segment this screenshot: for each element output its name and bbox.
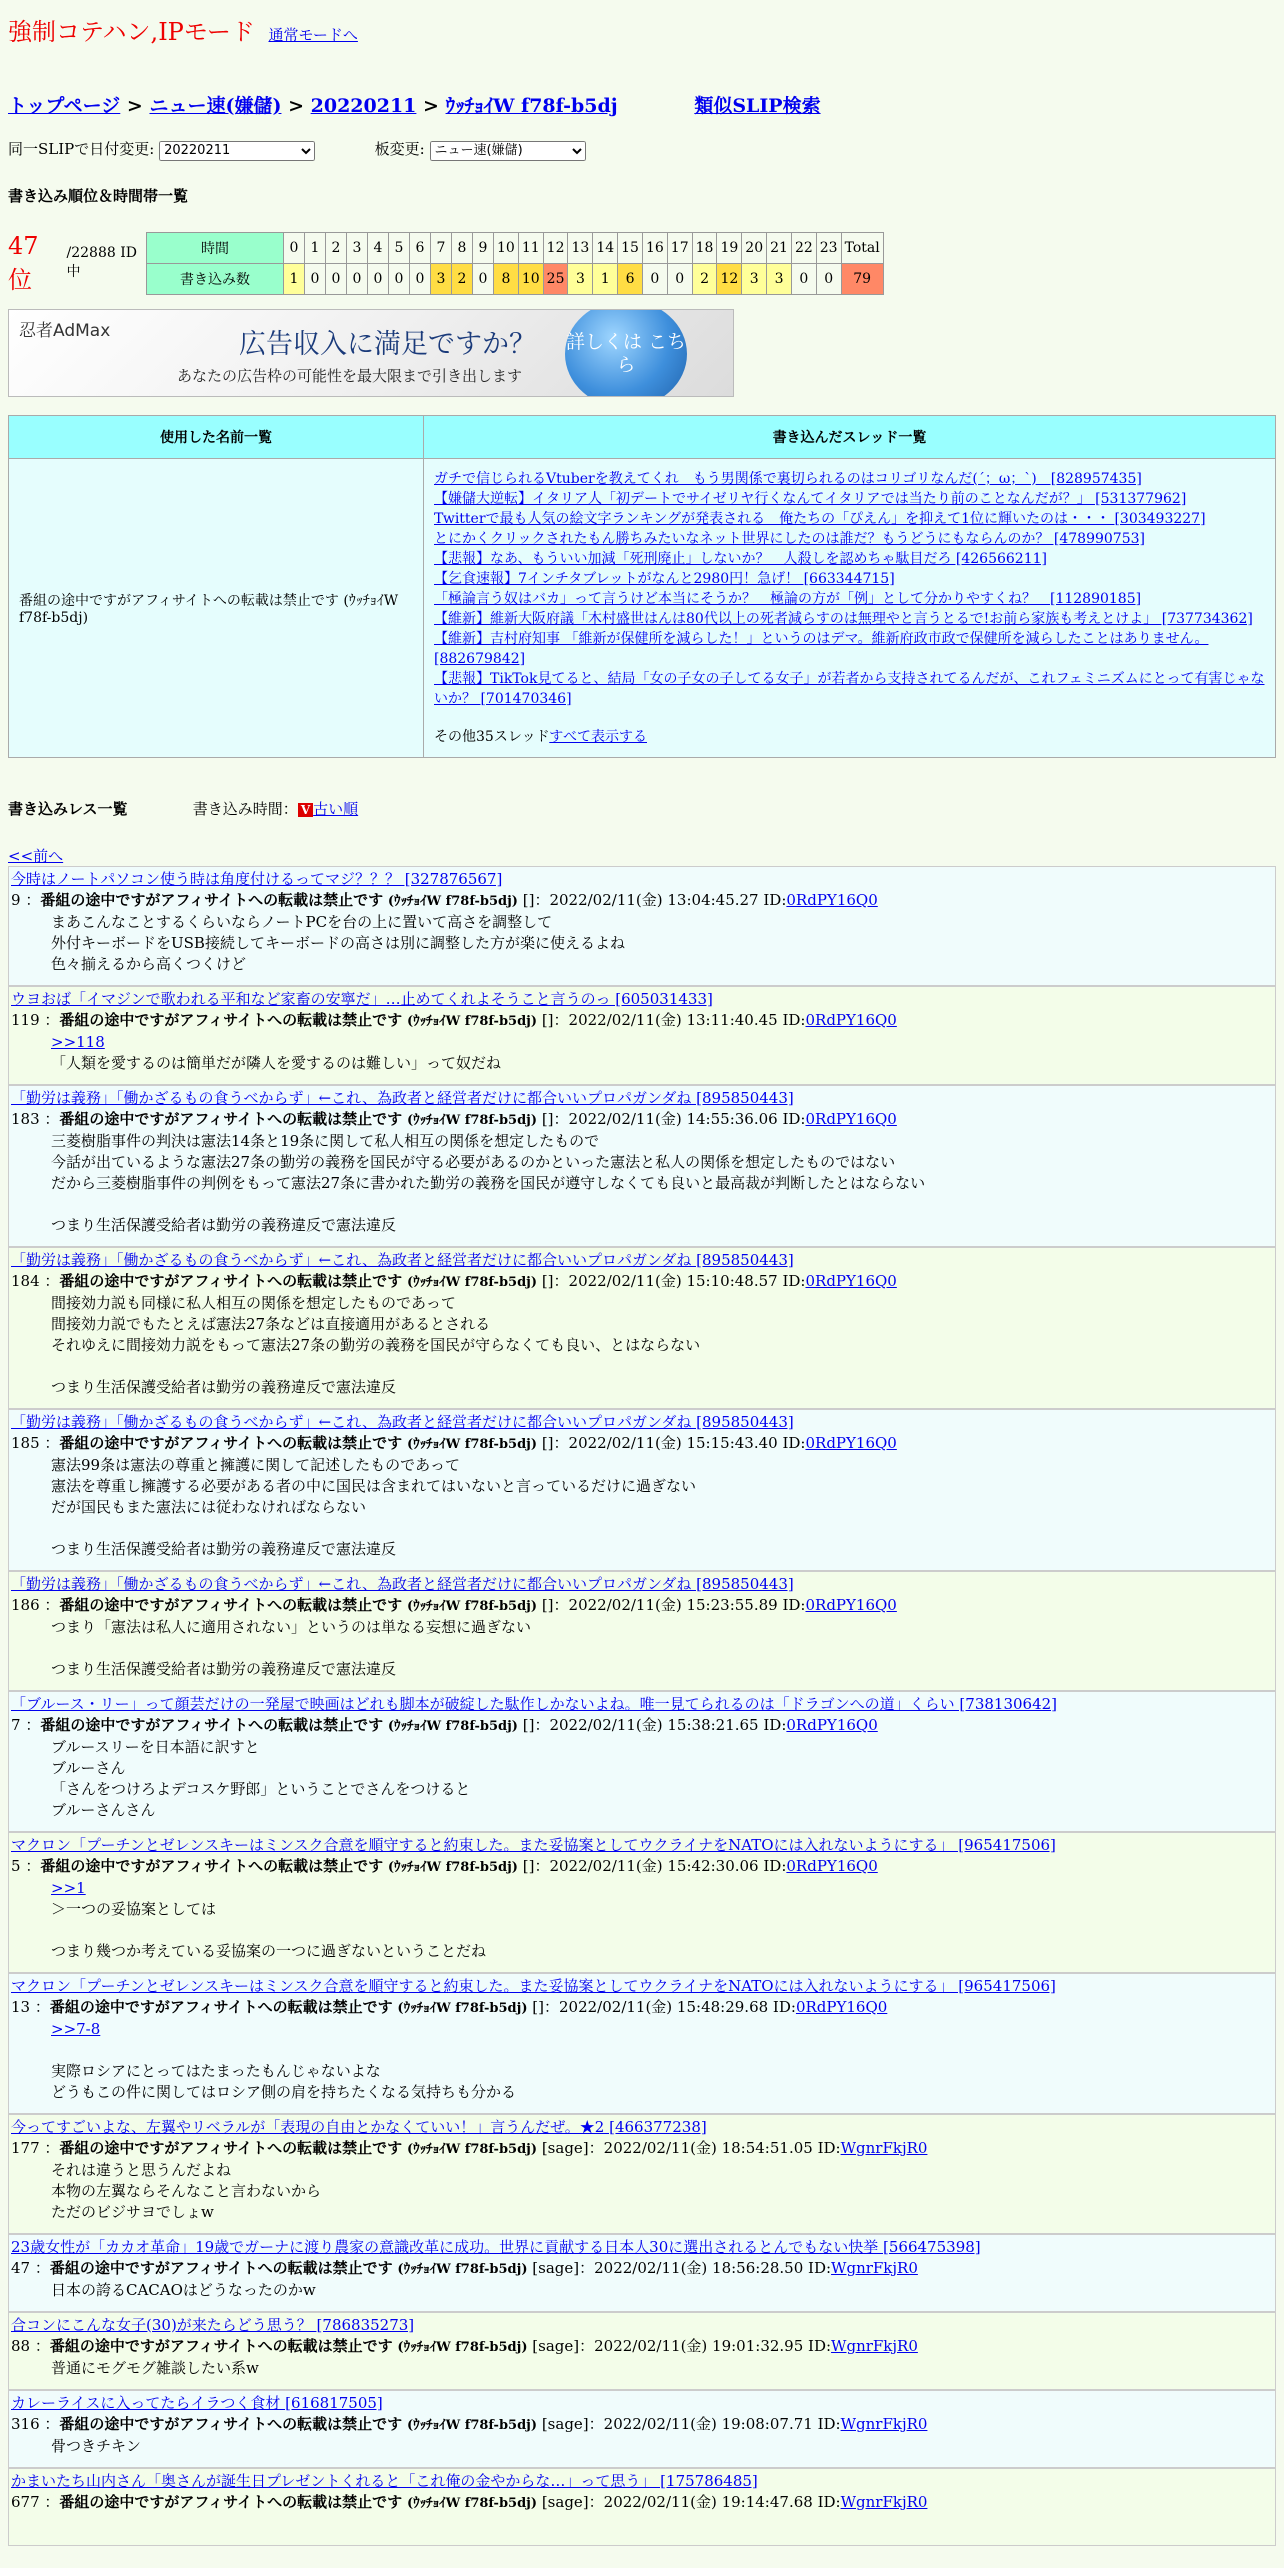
- hour-cell: 23: [816, 232, 841, 263]
- hour-cell: 21: [767, 232, 792, 263]
- post-line: つまり「憲法は私人に適用されない」というのは単なる妄想に過ぎない: [51, 1617, 532, 1636]
- post-number: 5: [11, 1856, 21, 1875]
- post-mail: [sage]: [541, 2492, 589, 2511]
- post-date: ：2022/02/11(金) 19:01:32.95 ID:: [579, 2336, 832, 2355]
- threads-column-header: 書き込んだスレッド一覧: [424, 415, 1276, 458]
- post-meta: 183 ：番組の途中ですがアフィサイトへの転載は禁止です (ｳｯﾁｮｲW f78f-b5dj) []：2022/02/11(金) 14:55:36.06 ID:0RdPY16Q0: [11, 1109, 897, 1128]
- post-name: 番組の途中ですがアフィサイトへの転載は禁止です: [59, 1109, 403, 1128]
- post-body: [11, 1455, 1273, 1560]
- post-id-link[interactable]: 0RdPY16Q0: [786, 1715, 878, 1734]
- post-line: [51, 1920, 1273, 1941]
- more-threads-count: その他35スレッド: [434, 728, 550, 745]
- post-thread-link[interactable]: 今ってすごいよな、左翼やリベラルが「表現の自由とかなくていい！」言うんだぜ。★2 [466377238]: [11, 2117, 707, 2136]
- hours-row: [147, 232, 884, 263]
- similar-slip-search-link[interactable]: 類似SLIP検索: [694, 95, 821, 117]
- post-mail: []: [541, 1271, 554, 1290]
- post-thread-link[interactable]: マクロン「プーチンとゼレンスキーはミンスク合意を順守すると約束した。また妥協案としてウクライナをNATOには入れないようにする」 [965417506]: [11, 1835, 1056, 1854]
- post-name: 番組の途中ですがアフィサイトへの転載は禁止です: [59, 1595, 403, 1614]
- count-cell: 2: [692, 263, 717, 294]
- post-trip: (ｳｯﾁｮｲW f78f-b5dj): [387, 1859, 518, 1875]
- post-meta: 47 ：番組の途中ですがアフィサイトへの転載は禁止です (ｳｯﾁｮｲW f78f-b5dj) [sage]：2022/02/11(金) 18:56:28.50 ID:WgnrFkjR0: [11, 2258, 918, 2277]
- ad-logo: 忍者AdMax: [19, 320, 111, 341]
- hour-cell: 9: [473, 232, 494, 263]
- count-cell: 25: [543, 263, 568, 294]
- thread-link[interactable]: 【悲報】なあ、もういい加減「死刑廃止」しないか？ 人殺しを認めちゃ駄目だろ [426566211]: [434, 550, 1047, 567]
- post-id-link[interactable]: 0RdPY16Q0: [805, 1433, 897, 1452]
- post-mail: []: [522, 1856, 535, 1875]
- post-number: 177: [11, 2138, 40, 2157]
- count-cell: 2: [452, 263, 473, 294]
- ad-details-button[interactable]: 詳しくは こちら: [565, 309, 687, 397]
- post-id-link[interactable]: WgnrFkjR0: [840, 2138, 928, 2157]
- sort-oldest-link[interactable]: 古い順: [313, 799, 359, 818]
- count-cell: 0: [816, 263, 841, 294]
- hour-cell: 12: [543, 232, 568, 263]
- post-line: 実際ロシアにとってはたまったもんじゃないよな: [51, 2061, 381, 2080]
- breadcrumb-board[interactable]: ニュー速(嫌儲): [149, 95, 282, 117]
- names-column-header: 使用した名前一覧: [9, 415, 424, 458]
- post-line: 本物の左翼ならそんなこと言わないから: [51, 2181, 322, 2200]
- post-line: どうもこの件に関してはロシア側の肩を持ちたくなる気持ちも分かる: [51, 2082, 517, 2101]
- post-thread-link[interactable]: 「勤労は義務」「働かざるもの食うべからず」←これ、為政者と経営者だけに都合いいプロパガンダね [895850443]: [11, 1088, 794, 1107]
- post-number: 183: [11, 1109, 40, 1128]
- thread-link[interactable]: Twitterで最も人気の絵文字ランキングが発表される 俺たちの「ぴえん」を抑えて1位に輝いたのは・・・ [303493227]: [434, 510, 1206, 527]
- post-body: [11, 1032, 1273, 1074]
- hour-cell: Total: [841, 232, 883, 263]
- post-mail: [sage]: [541, 2138, 589, 2157]
- count-cell: 0: [642, 263, 667, 294]
- post-number: 47: [11, 2258, 31, 2277]
- post-body: [11, 1131, 1273, 1236]
- post-body: [11, 2436, 1273, 2457]
- post-thread-link[interactable]: 「勤労は義務」「働かざるもの食うべからず」←これ、為政者と経営者だけに都合いいプロパガンダね [895850443]: [11, 1412, 794, 1431]
- ad-subtext: あなたの広告枠の可能性を最大限まで引き出します: [177, 366, 523, 385]
- post-line: ブルーさん: [51, 1758, 126, 1777]
- post: [8, 1571, 1276, 1691]
- post-line: 色々揃えるから高くつくけど: [51, 954, 247, 973]
- ranking-heading: 書き込み順位＆時間帯一覧: [8, 186, 189, 205]
- post-meta: 677 ：番組の途中ですがアフィサイトへの転載は禁止です (ｳｯﾁｮｲW f78f-b5dj) [sage]：2022/02/11(金) 19:14:47.68 ID:WgnrFkjR0: [11, 2492, 928, 2511]
- post-line: [51, 1638, 1273, 1659]
- post-line: つまり幾つか考えている妥協案の一つに過ぎないということだね: [51, 1941, 487, 1960]
- post-line: [51, 1518, 1273, 1539]
- post-mail: [sage]: [541, 2414, 589, 2433]
- post-thread-link[interactable]: 「勤労は義務」「働かざるもの食うべからず」←これ、為政者と経営者だけに都合いいプロパガンダね [895850443]: [11, 1574, 794, 1593]
- post-line: [51, 2040, 1273, 2061]
- post-meta: 13 ：番組の途中ですがアフィサイトへの転載は禁止です (ｳｯﾁｮｲW f78f-b5dj) []：2022/02/11(金) 15:48:29.68 ID:0RdPY16Q0: [11, 1997, 888, 2016]
- count-cell: 1: [593, 263, 618, 294]
- thread-list: [424, 458, 1276, 757]
- mode-title: 強制コテハン,IPモード: [8, 18, 255, 46]
- post-line: 憲法を尊重し擁護する必要がある者の中に国民は含まれてはいないと言っているだけに過ぎない: [51, 1476, 697, 1495]
- post-date: ：2022/02/11(金) 15:48:29.68 ID:: [544, 1997, 796, 2016]
- post-name: 番組の途中ですがアフィサイトへの転載は禁止です: [49, 2336, 393, 2355]
- post-body: [11, 2514, 1273, 2535]
- post-thread-link[interactable]: 合コンにこんな女子(30)が来たらどう思う？ [786835273]: [11, 2315, 415, 2334]
- count-cell: 3: [767, 263, 792, 294]
- post: [8, 1832, 1276, 1973]
- board-select[interactable]: [430, 141, 586, 161]
- breadcrumb: [8, 91, 1276, 118]
- breadcrumb-sep: >: [126, 95, 143, 117]
- post-mail: [sage]: [532, 2258, 580, 2277]
- hour-cell: 6: [410, 232, 431, 263]
- prev-page-link[interactable]: <<前へ: [8, 846, 64, 865]
- post-id-link[interactable]: WgnrFkjR0: [840, 2492, 928, 2511]
- count-cell: 3: [568, 263, 593, 294]
- post-name: 番組の途中ですがアフィサイトへの転載は禁止です: [59, 2492, 403, 2511]
- ranking-row: [8, 232, 1276, 295]
- mode-header: [8, 12, 1276, 47]
- post-meta: 7 ：番組の途中ですがアフィサイトへの転載は禁止です (ｳｯﾁｮｲW f78f-b5dj) []：2022/02/11(金) 15:38:21.65 ID:0RdPY16Q0: [11, 1715, 878, 1734]
- post-line: 「人類を愛するのは簡単だが隣人を愛するのは難しい」って奴だね: [51, 1053, 502, 1072]
- used-name: 番組の途中ですがアフィサイトへの転載は禁止です (ｳｯﾁｮｲW f78f-b5dj): [9, 458, 424, 757]
- post-meta: 185 ：番組の途中ですがアフィサイトへの転載は禁止です (ｳｯﾁｮｲW f78f-b5dj) []：2022/02/11(金) 15:15:43.40 ID:0RdPY16Q0: [11, 1433, 897, 1452]
- post-line: まあこんなことするくらいならノートPCを台の上に置いて高さを調整して: [51, 912, 553, 931]
- post-name: 番組の途中ですがアフィサイトへの転載は禁止です: [40, 890, 384, 909]
- post-id-link[interactable]: 0RdPY16Q0: [786, 890, 878, 909]
- post-number: 7: [11, 1715, 21, 1734]
- count-cell: 0: [368, 263, 389, 294]
- count-cell: 12: [717, 263, 742, 294]
- post-line: 三菱樹脂事件の判決は憲法14条と19条に関して私人相互の関係を想定したもので: [51, 1131, 600, 1150]
- post-line: だが国民もまた憲法には従わなければならない: [51, 1497, 367, 1516]
- post-line: 日本の誇るCACAOはどうなったのかw: [51, 2280, 316, 2299]
- post-line: つまり生活保護受給者は勤労の義務違反で憲法違反: [51, 1659, 397, 1678]
- post-mail: []: [541, 1010, 554, 1029]
- count-cell: 8: [494, 263, 519, 294]
- post-body: [11, 2280, 1273, 2301]
- post-name: 番組の途中ですがアフィサイトへの転載は禁止です: [59, 1271, 403, 1290]
- hour-cell: 10: [494, 232, 519, 263]
- post-thread-link[interactable]: 23歳女性が「カカオ革命」19歳でガーナに渡り農家の意識改革に成功。世界に貢献する日本人30に選出されるとんでもない快挙 [566475398]: [11, 2237, 981, 2256]
- post-id-link[interactable]: 0RdPY16Q0: [786, 1856, 878, 1875]
- count-cell: 0: [410, 263, 431, 294]
- thread-link[interactable]: 【悲報】TikTok見てると、結局「女の子女の子してる女子」が若者から支持されてるんだが、これフェミニズムにとって有害じゃないか？ [701470346]: [434, 670, 1265, 707]
- post-body: [11, 912, 1273, 975]
- post-line: ブルースリーを日本語に訳すと: [51, 1737, 260, 1756]
- post-date: ：2022/02/11(金) 15:42:30.06 ID:: [534, 1856, 787, 1875]
- post-thread-link[interactable]: 「ブルース・リー」って顔芸だけの一発屋で映画はどれも脚本が破綻した駄作しかないよね。唯一見てられるのは「ドラゴンへの道」くらい [738130642]: [11, 1694, 1058, 1713]
- hour-cell: 11: [518, 232, 543, 263]
- post-line: 今話が出ているような憲法27条の勤労の義務を国民が守る必要があるのかといった憲法と私人の関係を想定したものではない: [51, 1152, 896, 1171]
- post-line: 「さんをつけろよデコスケ野郎」ということでさんをつけると: [51, 1779, 471, 1798]
- count-cell: 1: [284, 263, 305, 294]
- show-all-threads-link[interactable]: すべて表示する: [549, 728, 647, 745]
- post-id-link[interactable]: WgnrFkjR0: [840, 2414, 928, 2433]
- post-name: 番組の途中ですがアフィサイトへの転載は禁止です: [59, 2138, 403, 2157]
- hour-cell: 8: [452, 232, 473, 263]
- post-name: 番組の途中ですがアフィサイトへの転載は禁止です: [40, 1715, 384, 1734]
- thread-link[interactable]: 「極論言う奴はバカ」って言うけど本当にそうか？ 極論の方が「例」として分かりやすくね？ [112890185]: [434, 590, 1142, 607]
- post-number: 13: [11, 1997, 31, 2016]
- count-cell: 0: [389, 263, 410, 294]
- count-cell: 0: [667, 263, 692, 294]
- hour-cell: 16: [642, 232, 667, 263]
- post-id-link[interactable]: 0RdPY16Q0: [805, 1010, 897, 1029]
- post-line: 間接効力説も同様に私人相互の関係を想定したものであって: [51, 1293, 456, 1312]
- post-line: [51, 1194, 1273, 1215]
- post-id-link[interactable]: 0RdPY16Q0: [805, 1109, 897, 1128]
- rank-total: /22888 ID中: [66, 245, 137, 280]
- post-trip: (ｳｯﾁｮｲW f78f-b5dj): [387, 1718, 518, 1734]
- post-body: [11, 1878, 1273, 1962]
- post-trip: (ｳｯﾁｮｲW f78f-b5dj): [406, 2141, 538, 2157]
- post-number: 184: [11, 1271, 40, 1290]
- rank-summary: [8, 232, 146, 295]
- post-date: ：2022/02/11(金) 13:11:40.45 ID:: [553, 1010, 806, 1029]
- post-anchor-link[interactable]: >>118: [51, 1032, 105, 1051]
- post-date: ：2022/02/11(金) 18:54:51.05 ID:: [588, 2138, 841, 2157]
- post-line: 憲法99条は憲法の尊重と擁護に関して記述したものであって: [51, 1455, 460, 1474]
- post: [8, 2468, 1276, 2546]
- post-line: 間接効力説でもたとえば憲法27条などは直接適用があるとされる: [51, 1314, 491, 1333]
- post-thread-link[interactable]: マクロン「プーチンとゼレンスキーはミンスク合意を順守すると約束した。また妥協案としてウクライナをNATOには入れないようにする」 [965417506]: [11, 1976, 1056, 1995]
- count-cell: 0: [791, 263, 816, 294]
- thread-link[interactable]: ガチで信じられるVtuberを教えてくれ もう男関係で裏切られるのはコリゴリなんだ(´；ω；`) [828957435]: [434, 470, 1142, 487]
- post-trip: (ｳｯﾁｮｲW f78f-b5dj): [397, 2339, 528, 2355]
- post-trip: (ｳｯﾁｮｲW f78f-b5dj): [406, 1274, 538, 1290]
- post-id-link[interactable]: WgnrFkjR0: [831, 2336, 918, 2355]
- posts-header: [8, 798, 1276, 819]
- post-thread-link[interactable]: カレーライスに入ってたらイラつく食材 [616817505]: [11, 2393, 383, 2412]
- post-line: 外付キーボードをUSB接続してキーボードの高さは別に調整した方が楽に使えるよね: [51, 933, 625, 952]
- post-line: ブルーさんさん: [51, 1800, 156, 1819]
- post-id-link[interactable]: 0RdPY16Q0: [795, 1997, 888, 2016]
- post-date: ：2022/02/11(金) 13:04:45.27 ID:: [534, 890, 787, 909]
- post-number: 185: [11, 1433, 40, 1452]
- post-line: つまり生活保護受給者は勤労の義務違反で憲法違反: [51, 1377, 397, 1396]
- post-trip: (ｳｯﾁｮｲW f78f-b5dj): [406, 1112, 538, 1128]
- post-mail: []: [522, 1715, 535, 1734]
- count-label: 書き込み数: [147, 263, 284, 294]
- ad-banner[interactable]: [8, 309, 734, 397]
- post-meta: 316 ：番組の途中ですがアフィサイトへの転載は禁止です (ｳｯﾁｮｲW f78f-b5dj) [sage]：2022/02/11(金) 19:08:07.71 ID:WgnrFkjR0: [11, 2414, 928, 2433]
- post-thread-link[interactable]: ウヨおば「イマジンで歌われる平和など家畜の安寧だ」…止めてくれよそうこと言うのっ [605031433]: [11, 989, 713, 1008]
- post-trip: (ｳｯﾁｮｲW f78f-b5dj): [406, 1013, 538, 1029]
- post-name: 番組の途中ですがアフィサイトへの転載は禁止です: [49, 1997, 393, 2016]
- post-body: [11, 1293, 1273, 1398]
- post-anchor-link[interactable]: >>7-8: [51, 2019, 101, 2038]
- post: [8, 2312, 1276, 2390]
- post-line: つまり生活保護受給者は勤労の義務違反で憲法違反: [51, 1215, 397, 1234]
- post-number: 186: [11, 1595, 40, 1614]
- post-mail: []: [541, 1433, 554, 1452]
- breadcrumb-date[interactable]: 20220211: [310, 95, 417, 117]
- breadcrumb-sep: >: [423, 95, 439, 117]
- hour-cell: 19: [717, 232, 742, 263]
- post-thread-link[interactable]: 今時はノートパソコン使う時は角度付けるってマジ？？？ [327876567]: [11, 869, 503, 888]
- post-line: それは違うと思うんだよね: [51, 2160, 232, 2179]
- post-body: [11, 2358, 1273, 2379]
- post-line: 骨つきチキン: [51, 2436, 141, 2455]
- count-cell: 79: [841, 263, 883, 294]
- date-select[interactable]: [159, 141, 315, 161]
- hour-cell: 17: [667, 232, 692, 263]
- post-date: ：2022/02/11(金) 15:15:43.40 ID:: [553, 1433, 806, 1452]
- post-mail: []: [522, 890, 535, 909]
- post-body: [11, 2160, 1273, 2223]
- post: [8, 2114, 1276, 2234]
- post-meta: 5 ：番組の途中ですがアフィサイトへの転載は禁止です (ｳｯﾁｮｲW f78f-b5dj) []：2022/02/11(金) 15:42:30.06 ID:0RdPY16Q0: [11, 1856, 878, 1875]
- breadcrumb-sep: >: [288, 95, 304, 117]
- hour-cell: 20: [742, 232, 767, 263]
- post-name: 番組の途中ですがアフィサイトへの転載は禁止です: [40, 1856, 384, 1875]
- date-select-label: 同一SLIPで日付変更:: [8, 140, 155, 158]
- post-mail: [sage]: [532, 2336, 580, 2355]
- post-name: 番組の途中ですがアフィサイトへの転載は禁止です: [59, 1010, 403, 1029]
- post-line: ＞一つの妥協案としては: [51, 1899, 217, 1918]
- hour-cell: 13: [568, 232, 593, 263]
- selectors: [8, 138, 1276, 161]
- post: [8, 2390, 1276, 2468]
- count-cell: 3: [742, 263, 767, 294]
- hour-cell: 7: [431, 232, 452, 263]
- counts-row: [147, 263, 884, 294]
- post-body: [11, 2019, 1273, 2103]
- hour-cell: 22: [791, 232, 816, 263]
- post: [8, 1409, 1276, 1571]
- post-line: [51, 2514, 1273, 2535]
- post-meta: 186 ：番組の途中ですがアフィサイトへの転載は禁止です (ｳｯﾁｮｲW f78f-b5dj) []：2022/02/11(金) 15:23:55.89 ID:0RdPY16Q0: [11, 1595, 897, 1614]
- post: [8, 1973, 1276, 2114]
- posts-title: 書き込みレス一覧: [8, 799, 128, 818]
- ad-headline: 広告収入に満足ですか？: [239, 328, 536, 360]
- thread-link[interactable]: とにかくクリックされたもん勝ちみたいなネット世界にしたのは誰だ？もうどうにもならんのか？ [478990753]: [434, 530, 1145, 547]
- thread-link[interactable]: 【乞食速報】7インチタブレットがなんと2980円！急げ！ [663344715]: [434, 570, 895, 587]
- post-line: それゆえに間接効力説をもって憲法27条の勤労の義務を国民が守らなくても良い、とはならない: [51, 1335, 701, 1354]
- post-thread-link[interactable]: かまいたち山内さん「奥さんが誕生日プレゼントくれると「これ俺の金やからな…」って思う」 [175786485]: [11, 2471, 758, 2490]
- post-body: [11, 1737, 1273, 1821]
- post-line: つまり生活保護受給者は勤労の義務違反で憲法違反: [51, 1539, 397, 1558]
- post-id-link[interactable]: 0RdPY16Q0: [805, 1595, 897, 1614]
- count-cell: 0: [473, 263, 494, 294]
- hour-cell: 0: [284, 232, 305, 263]
- post-trip: (ｳｯﾁｮｲW f78f-b5dj): [406, 2495, 538, 2511]
- time-label: 時間: [147, 232, 284, 263]
- thread-link[interactable]: 【維新】吉村府知事 「維新が保健所を減らした！」というのはデマ。維新府政市政で保健所を減らしたことはありません。 [882679842]: [434, 630, 1209, 667]
- hourly-table: [146, 232, 884, 295]
- post-line: [51, 1356, 1273, 1377]
- post-trip: (ｳｯﾁｮｲW f78f-b5dj): [387, 893, 518, 909]
- post-trip: (ｳｯﾁｮｲW f78f-b5dj): [397, 2261, 528, 2277]
- post-date: ：2022/02/11(金) 15:38:21.65 ID:: [534, 1715, 787, 1734]
- post-line: だから三菱樹脂事件の判例をもって憲法27条に書かれた勤労の義務を国民が遵守しなくても良いと最高裁が判断したとはならない: [51, 1173, 926, 1192]
- normal-mode-link[interactable]: 通常モードへ: [268, 26, 358, 44]
- board-select-label: 板変更:: [374, 140, 425, 158]
- post-line: 普通にモグモグ雑談したい系w: [51, 2358, 259, 2377]
- names-threads-table: [8, 415, 1276, 758]
- hour-cell: 15: [618, 232, 643, 263]
- post-trip: (ｳｯﾁｮｲW f78f-b5dj): [397, 2000, 528, 2016]
- hour-cell: 4: [368, 232, 389, 263]
- thread-link[interactable]: 【嫌儲大逆転】イタリア人「初デートでサイゼリヤ行くなんてイタリアでは当たり前のことなんだが？」 [531377962]: [434, 490, 1187, 507]
- post-number: 88: [11, 2336, 31, 2355]
- hour-cell: 1: [305, 232, 326, 263]
- hour-cell: 18: [692, 232, 717, 263]
- post-mail: []: [532, 1997, 544, 2016]
- post-thread-link[interactable]: 「勤労は義務」「働かざるもの食うべからず」←これ、為政者と経営者だけに都合いいプロパガンダね [895850443]: [11, 1250, 794, 1269]
- post: [8, 1691, 1276, 1832]
- count-cell: 0: [305, 263, 326, 294]
- hour-cell: 5: [389, 232, 410, 263]
- post-date: ：2022/02/11(金) 19:14:47.68 ID:: [588, 2492, 841, 2511]
- post: [8, 986, 1276, 1085]
- post-number: 119: [11, 1010, 40, 1029]
- post-name: 番組の途中ですがアフィサイトへの転載は禁止です: [59, 1433, 403, 1452]
- post: [8, 2234, 1276, 2312]
- count-cell: 0: [326, 263, 347, 294]
- count-cell: 10: [518, 263, 543, 294]
- thread-link[interactable]: 【維新】維新大阪府議「木村盛世はんは80代以上の死者減らすのは無理やと言うとるで!お前ら家族も考えとけよ」 [737734362]: [434, 610, 1253, 627]
- post-trip: (ｳｯﾁｮｲW f78f-b5dj): [406, 1436, 538, 1452]
- hour-cell: 2: [326, 232, 347, 263]
- breadcrumb-slip[interactable]: ｳｯﾁｮｲW f78f-b5dj: [445, 95, 618, 117]
- post-meta: 177 ：番組の途中ですがアフィサイトへの転載は禁止です (ｳｯﾁｮｲW f78f-b5dj) [sage]：2022/02/11(金) 18:54:51.05 ID:WgnrFkjR0: [11, 2138, 928, 2157]
- post-meta: 119 ：番組の途中ですがアフィサイトへの転載は禁止です (ｳｯﾁｮｲW f78f-b5dj) []：2022/02/11(金) 13:11:40.45 ID:0RdPY16Q0: [11, 1010, 897, 1029]
- post-trip: (ｳｯﾁｮｲW f78f-b5dj): [406, 1598, 538, 1614]
- posts-list: [8, 866, 1276, 2546]
- post-date: ：2022/02/11(金) 14:55:36.06 ID:: [553, 1109, 806, 1128]
- post-date: ：2022/02/11(金) 18:56:28.50 ID:: [579, 2258, 832, 2277]
- count-cell: 3: [431, 263, 452, 294]
- post: [8, 1247, 1276, 1409]
- rank-position: 47 位: [8, 231, 39, 294]
- post-body: [11, 1617, 1273, 1680]
- post-id-link[interactable]: WgnrFkjR0: [831, 2258, 918, 2277]
- post-meta: 88 ：番組の途中ですがアフィサイトへの転載は禁止です (ｳｯﾁｮｲW f78f-b5dj) [sage]：2022/02/11(金) 19:01:32.95 ID:WgnrFkjR0: [11, 2336, 918, 2355]
- sort-order: 書き込み時間： V 古い順: [192, 799, 359, 818]
- post-date: ：2022/02/11(金) 15:10:48.57 ID:: [553, 1271, 806, 1290]
- post-name: 番組の途中ですがアフィサイトへの転載は禁止です: [59, 2414, 403, 2433]
- post-date: ：2022/02/11(金) 15:23:55.89 ID:: [553, 1595, 806, 1614]
- hour-cell: 14: [593, 232, 618, 263]
- post-number: 316: [11, 2414, 40, 2433]
- count-cell: 0: [347, 263, 368, 294]
- post-id-link[interactable]: 0RdPY16Q0: [805, 1271, 897, 1290]
- post-number: 677: [11, 2492, 40, 2511]
- sort-v-icon: V: [298, 803, 313, 817]
- post-name: 番組の途中ですがアフィサイトへの転載は禁止です: [49, 2258, 393, 2277]
- post-meta: 9 ：番組の途中ですがアフィサイトへの転載は禁止です (ｳｯﾁｮｲW f78f-b5dj) []：2022/02/11(金) 13:04:45.27 ID:0RdPY16Q0: [11, 890, 878, 909]
- post-mail: []: [541, 1109, 554, 1128]
- post-line: ただのビジサヨでしょw: [51, 2202, 214, 2221]
- breadcrumb-top[interactable]: トップページ: [8, 95, 121, 117]
- post-mail: []: [541, 1595, 554, 1614]
- post-trip: (ｳｯﾁｮｲW f78f-b5dj): [406, 2417, 538, 2433]
- post: [8, 866, 1276, 986]
- post-date: ：2022/02/11(金) 19:08:07.71 ID:: [588, 2414, 841, 2433]
- post-anchor-link[interactable]: >>1: [51, 1878, 86, 1897]
- hour-cell: 3: [347, 232, 368, 263]
- post-number: 9: [11, 890, 21, 909]
- post-meta: 184 ：番組の途中ですがアフィサイトへの転載は禁止です (ｳｯﾁｮｲW f78f-b5dj) []：2022/02/11(金) 15:10:48.57 ID:0RdPY16Q0: [11, 1271, 897, 1290]
- count-cell: 6: [618, 263, 643, 294]
- post: [8, 1085, 1276, 1247]
